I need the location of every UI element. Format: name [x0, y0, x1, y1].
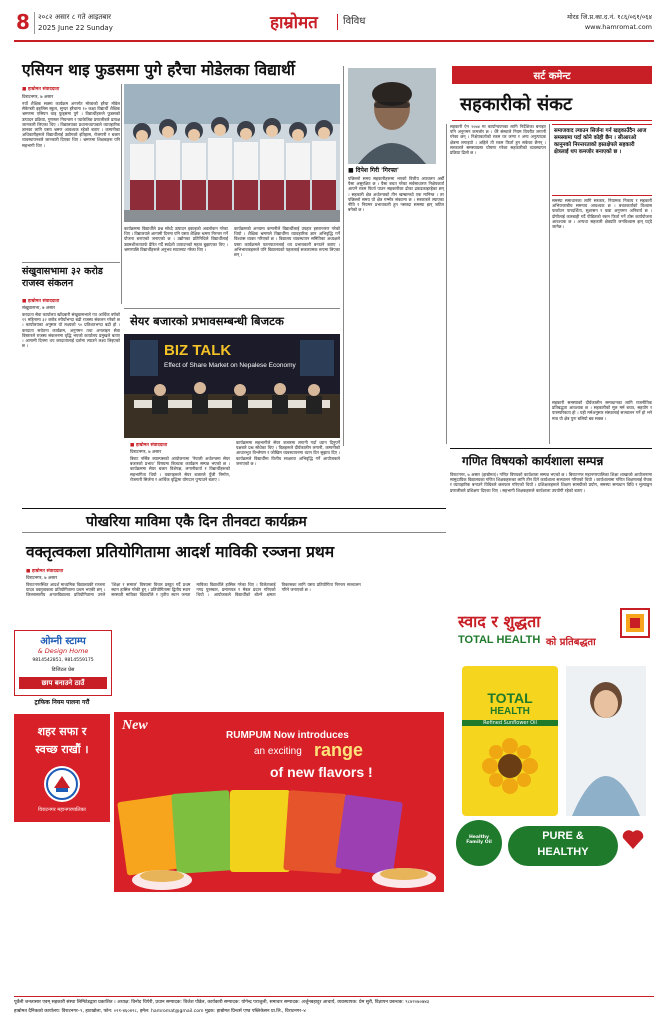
stamp-ad-line2: छाप बनाउने ठाउँ	[41, 679, 85, 687]
share-story-byline: ■ हाम्रोमत संवाददाता	[130, 443, 168, 448]
opinion-left-divider	[343, 66, 344, 446]
stamp-ad-phone: 9814542851, 9814559175	[32, 658, 94, 663]
opinion-body-2: सहकारी ऐन २०७४ मा कार्यान्वयनका लागि निर्देशिका बनाइए पनि अनुगमन कमजोर छ । धेरै संस्थाले नियम विपरीत लगानी गरेका छन् । निक्षेपकर्ताको रकम घर जग्गा र अन्य अनुत्पादक क्षेत्रमा लगाइयो । अहिले ती रकम फिर्ता हुन सकेका छैनन् । सरकारले समस्याग्रस्त घोषणा गरेका सहकारीको व्यवस्थापन प्रक्रिया ढिलो छ ।	[450, 124, 548, 156]
oil-can-product: Refined Sunflower Oil	[462, 720, 558, 726]
date-nepali: २०८२ असार ८ गते आइतबार	[38, 13, 112, 21]
noodle-products-illustration	[114, 712, 444, 892]
share-story-dateline: विराटनगर, ७ असार	[130, 450, 162, 455]
rumpum-ad[interactable]	[114, 712, 444, 892]
pull-quote	[552, 124, 652, 196]
registration-number: मोरड जि.प्र.का.द.नं. १८६/०६१/०६४	[567, 13, 652, 21]
math-top-rule	[450, 448, 652, 449]
debate-headline: वक्तृत्वकला प्रतियोगितामा आदर्श माविकी रञ्जना प्रथम	[26, 543, 335, 561]
lead-photo	[124, 84, 340, 222]
traffic-ad-text: ट्राफिक नियम पालना गरौं	[34, 699, 90, 706]
lead-dateline: विराटनगर, ७ असार	[22, 95, 54, 100]
rumpum-new-badge: New	[122, 718, 148, 733]
total-oil-can	[462, 666, 558, 816]
heart-badge-icon	[620, 826, 646, 852]
total-brand: TOTAL HEALTH	[458, 634, 541, 646]
municipality-emblem-icon	[44, 766, 80, 802]
rumpum-line1: RUMPUM Now introduces	[226, 730, 349, 741]
pure-healthy-line2: HEALTHY	[537, 846, 589, 858]
opinion-author-name: ■ दिपेश गिरी 'गिरफ्त'	[348, 167, 399, 174]
traffic-ad	[14, 698, 110, 710]
total-health-ad[interactable]	[450, 604, 652, 890]
pokhariya-headline: पोखरिया माविमा एकै दिन तीनवटा कार्यक्रम	[86, 514, 307, 530]
lead-byline: ■ हाम्रोमत संवाददाता	[22, 87, 60, 92]
lead-headline: एसियन थाइ फुडसमा पुगे हरैचा मोडेलका विद्यार्थी	[22, 61, 295, 79]
share-story-top-rule	[124, 308, 340, 309]
opinion-headline-rule	[452, 120, 652, 121]
total-suffix: को प्रतिबद्धता	[546, 637, 596, 648]
masthead-rule	[14, 40, 654, 42]
opinion-headline: सहकारीको संकट	[460, 94, 573, 115]
author-portrait	[348, 68, 436, 164]
debate-dateline: विराटनगर, ७ असार	[26, 576, 58, 581]
opinion-body-1: पछिल्लो समय सहकारीहरूमा भएको वित्तीय अपचलन अर्बौं पैसा असुरक्षित छ । पैसा बचत गरेका सर्वसाधारण निक्षेपकर्ता आफ्नै रकम फिर्ता पाउन सहकारीका ढोका ढकढकाइरहेका छन् । सहकारी क्षेत्र अर्थतन्त्रको तीन खम्बामध्ये एक मानिन्छ । तर पछिल्लो समय यो क्षेत्र गम्भीर संकटमा छ । सरकारले ल्याएका नीति र नियमन प्रभावकारी हुन नसक्दा समस्या झन् जटिल बनेको छ ।	[348, 176, 446, 213]
city-clean-org: विराटनगर महानगरपालिका	[38, 807, 86, 813]
stamp-ad-title: ओम्नी स्टाम्प	[40, 636, 86, 647]
lead-body-mid: कार्यक्रममा विद्यार्थीले प्रश्न सोध्दै उत्पादन इकाइको अवलोकन गरेका थिए । विद्यालयले आगामी दिनमा पनि यस्ता शैक्षिक भ्रमण निरन्तर गर्ने योजना बनाएको जनाएको छ । उद्योगका प्रतिनिधिले विद्यार्थीलाई उद्यमशीलतातर्फ प्रेरित गर्दै स्वदेशी उत्पादनको महत्व बुझाएका थिए । भ्रमणपछि विद्यार्थीहरूले अनुभव साटासाट गरेका थिए ।	[124, 226, 230, 252]
bizstalk-banner-title: BIZ TALK	[164, 342, 232, 359]
footer-rule	[14, 996, 654, 997]
pure-healthy-line1: PURE &	[542, 830, 584, 842]
healthy-family-text: Healthy Family Oil	[466, 835, 492, 845]
total-logo	[620, 608, 650, 638]
total-tagline: स्वाद र शुद्धता	[458, 612, 541, 631]
panel-illustration	[124, 334, 340, 438]
opinion-divider-2	[549, 124, 550, 444]
oil-can-title: TOTAL	[487, 690, 533, 706]
paper-logo: हाम्रोमत	[270, 13, 318, 33]
footer-line2: हाम्रोमत दैनिकको कार्यालय: विराटनगर–९, हाटखोला, फोन: ०२१-४६०४२८, इमेल: hamromat@gmail.com मुद्रक: हाम्रोमत प्रिन्टर्स एण्ड पब्लिकेसन प्रा.लि., विराटनगर–४	[14, 1009, 306, 1014]
column-divider	[121, 84, 122, 304]
opinion-body-4: सहकारी समस्याको दीर्घकालीन समाधानका लागि राजनीतिक प्रतिबद्धता आवश्यक छ । सहकारीको मूल मर्म बचत, सहयोग र पारस्परिकता हो । यही मर्मअनुसार संस्थालाई सञ्चालन गर्ने हो भने मात्र यो क्षेत्र पुनः बलियो बन्न सक्छ ।	[552, 400, 654, 421]
date-english: 2025 June 22 Sunday	[38, 24, 113, 32]
share-story-body-left: बिराट नर्सिङ क्याम्पसको आयोजनामा 'नेपाली अर्थतन्त्रमा सेयर बजारको प्रभाव' विषयमा बिजटक कार्यक्रम सम्पन्न भएको छ । कार्यक्रममा सेयर बजार विशेषज्ञ, लगानीकर्ता र विद्यार्थीहरूको सहभागिता थियो । वक्ताहरूले सेयर बजारले पुँजी निर्माण, रोजगारी सिर्जना र आर्थिक वृद्धिमा योगदान पुर्‍याउने बताए ।	[130, 456, 232, 482]
debate-body: विराटनगरस्थित आदर्श माध्यमिक विद्यालयकी रञ्जना यादव वक्तृत्वकला प्रतियोगितामा प्रथम भएकी छन् । जिल्लास्तरीय अन्तरविद्यालय प्रतियोगितामा उनले 'शिक्षा र समाज' विषयमा विचार प्रस्तुत गर्दै प्रथम स्थान हासिल गरेकी हुन् । प्रतियोगितामा द्वितीय स्थान सरस्वती माविका विद्यार्थीले र तृतीय स्थान जनता माविका विद्यार्थीले हासिल गरेका थिए । विजेतालाई नगद पुरस्कार, प्रमाणपत्र र मेडल प्रदान गरिएको थियो । आयोजकले विद्यार्थीको बोल्ने क्षमता विकासका लागि यस्ता प्रतियोगिता निरन्तर सञ्चालन गरिने जनाएको छ ।	[26, 582, 363, 598]
opinion-body-3: समस्या समाधानका लागि सरकार, नियामक निकाय र सहकारी अभियन्ताबीच समन्वय आवश्यक छ । बचतकर्ताको विश्वास फर्काउन पारदर्शिता, सुशासन र कडा अनुगमन अनिवार्य छ । दोषीलाई कारबाही गर्दै पीडितको रकम फिर्ता गर्ने ठोस कार्ययोजना आवश्यक छ । अन्यथा सहकारी क्षेत्रप्रति जनविश्वास झन् घट्दै जानेछ ।	[552, 198, 654, 230]
heart-icon	[620, 826, 646, 852]
lead-body-right: कार्यक्रमको अन्त्यमा कम्पनीले विद्यार्थीलाई उपहार हस्तान्तरण गरेको थियो । शैक्षिक भ्रमणले विद्यार्थीमा व्यावहारिक ज्ञान अभिवृद्धि गर्ने विश्वास व्यक्त गरिएको छ । विद्यालय व्यवस्थापन समितिका अध्यक्षले यस्ता कार्यक्रमले पठनपाठनलाई थप प्रभावकारी बनाउने बताए । अभिभावकहरूले पनि विद्यालयको पहललाई सकारात्मक रूपमा लिएका छन् ।	[234, 226, 342, 258]
cook-woman-illustration	[566, 666, 646, 816]
stamp-ad-line2-bar	[19, 677, 107, 689]
city-clean-line2: स्वच्छ राखौं ।	[35, 743, 89, 756]
math-body: विराटनगर, ७ असार (हाम्रोमत)। गणित विषयको कार्यशाला सम्पन्न भएको छ । बिराटनगर महानगरपालिका शिक्षा शाखाको आयोजनामा सामुदायिक विद्यालयका गणित शिक्षकहरूका लागि तीन दिने कार्यशाला सञ्चालन गरिएको थियो । कार्यशालामा गणित शिक्षणलाई रोचक र व्यावहारिक बनाउने विधिबारे छलफल गरिएको थियो । प्रशिक्षकहरूले शिक्षण सामग्रीको प्रयोग, समस्या समाधान विधि र मूल्याङ्कन प्रणालीबारे प्रशिक्षण दिएका थिए । सहभागी शिक्षकहरूले कार्यशाला उपयोगी रहेको बताए ।	[450, 472, 654, 493]
pokhariya-top-rule	[22, 508, 446, 509]
brand-logo-icon	[622, 610, 648, 636]
side-story-dateline: संखुवासभा, ७ असार	[22, 306, 56, 311]
side-story-body: करदाता सेवा कार्यालय खाँदबारी संखुवासभाले गत आर्थिक वर्षको ११ महिनामा ३२ करोड रुपैयाँभन्दा बढी राजस्व संकलन गरेको छ । कार्यालयका अनुसार यो लक्ष्यको ९० प्रतिशतभन्दा बढी हो । करदाता सचेतना कार्यक्रम, अनुगमन तथा अनलाइन सेवा विस्तारले राजस्व संकलनमा वृद्धि भएको कार्यालय प्रमुखले बताए । आगामी दिनमा थप करदातालाई दर्तामा ल्याउने लक्ष्य लिइएको छ ।	[22, 312, 122, 349]
side-story-headline: संखुवासभामा ३२ करोड राजस्व संकलन	[22, 266, 103, 289]
opinion-author-photo	[348, 68, 436, 164]
side-story-top-rule	[22, 262, 120, 263]
city-clean-line1: शहर सफा र	[37, 725, 87, 738]
pull-quote-text: समाजवाद ल्याउन सिर्जना गर्न खड्काउँदैन आज समस्यामा पर्दा कोने कोही छैन । सीआरओ कानुनको निरन्तरताको हस्तक्षेपले सहकारी क्षेत्रलाई थप कमजोर बनाएको छ ।	[554, 128, 647, 155]
city-clean-ad	[14, 714, 110, 822]
share-story-headline: सेयर बजारको प्रभावसम्बन्धी बिजटक	[130, 314, 284, 328]
opinion-label-banner	[452, 66, 652, 84]
share-story-body-right: कार्यक्रममा सहभागीले सेयर बजारमा लगानी गर्दा ध्यान दिनुपर्ने पक्षबारे प्रश्न सोधेका थिए । विज्ञहरूले दीर्घकालीन लगानी, कम्पनीको आधारभूत विश्लेषण र जोखिम व्यवस्थापनमा ध्यान दिन सुझाव दिए । कार्यक्रमले विद्यार्थीमा वित्तीय साक्षरता अभिवृद्धि गर्ने आयोजकले जनाएको छ ।	[236, 440, 342, 466]
rumpum-line3: range	[314, 740, 364, 760]
bizstalk-photo	[124, 334, 340, 438]
rumpum-line4: of new flavors !	[270, 764, 373, 780]
page-number: 8	[16, 10, 30, 34]
healthy-family-badge	[456, 820, 502, 866]
opinion-divider-1	[446, 124, 447, 444]
stamp-ad[interactable]	[14, 630, 112, 696]
stamp-ad-line1: डिजिटल प्रेस	[51, 667, 75, 673]
logo-divider	[337, 14, 338, 30]
opinion-label: सर्ट कमेन्ट	[533, 71, 571, 82]
section-name: विविध	[343, 16, 366, 27]
oil-can-subtitle: HEALTH	[490, 706, 530, 717]
rumpum-line2: an exciting	[254, 746, 302, 757]
stamp-ad-subtitle: & Design Home	[37, 647, 89, 655]
debate-top-rule	[22, 532, 446, 533]
lead-body-left: नयाँ शैक्षिक सत्रमा कार्यक्रम अन्तर्गत मोरङको हरैचा मोडेल सेकेन्डरी इङ्लिस स्कुल, सुन्दर हरैचामा १० कक्षा विद्यार्थी शैक्षिक भ्रमणमा एसियन थाइ फुड्समा पुगे । विद्यार्थीहरूले फुडसको उत्पादन प्रक्रिया, गुणस्तर नियन्त्रण र प्याकेजिङ प्रणालीबारे प्रत्यक्ष जानकारी लिएका थिए । विद्यालयका प्रधानाध्यापकले व्यावहारिक ज्ञानका लागि यस्ता भ्रमण आवश्यक रहेको बताए । कम्पनीका अधिकारीहरूले विद्यार्थीलाई उद्योगको इतिहास, रोजगारी र बजार व्यवस्थापनबारे जानकारी दिएका थिए । भ्रमणमा शिक्षकहरू पनि सहभागी थिए ।	[22, 101, 120, 148]
footer-line1: पूर्वेली जनतासार एवम् सहकारी संस्था लिमिटेडद्वारा प्रकाशित । अध्यक्ष: विनोद थिपेरी, प्रधान सम्पादक: विजेश पौडेल, कार्यकारी सम्पादक: योगेन्द्र पराजुली, समाचार सम्पादक: अर्जुनबहादुर आचार्य, व्यवस्थापक: प्रेम सुरी, विज्ञापन प्रबन्धक: ९८४२०७०७४३	[14, 1000, 430, 1005]
debate-byline: ■ हाम्रोमत संवाददाता	[26, 569, 64, 574]
sunflower-icon	[480, 736, 540, 796]
masthead-divider	[34, 12, 35, 34]
website[interactable]: www.hamromat.com	[584, 23, 652, 31]
students-photo-illustration	[124, 84, 340, 222]
masthead	[0, 0, 664, 50]
bizstalk-banner-subtitle: Effect of Share Market on Nepalese Economy	[164, 362, 296, 369]
pure-healthy-banner	[508, 826, 618, 866]
city-clean-emblem	[44, 766, 80, 802]
math-headline: गणित विषयको कार्यशाला सम्पन्न	[462, 454, 604, 468]
side-story-byline: ■ हाम्रोमत संवाददाता	[22, 299, 60, 304]
